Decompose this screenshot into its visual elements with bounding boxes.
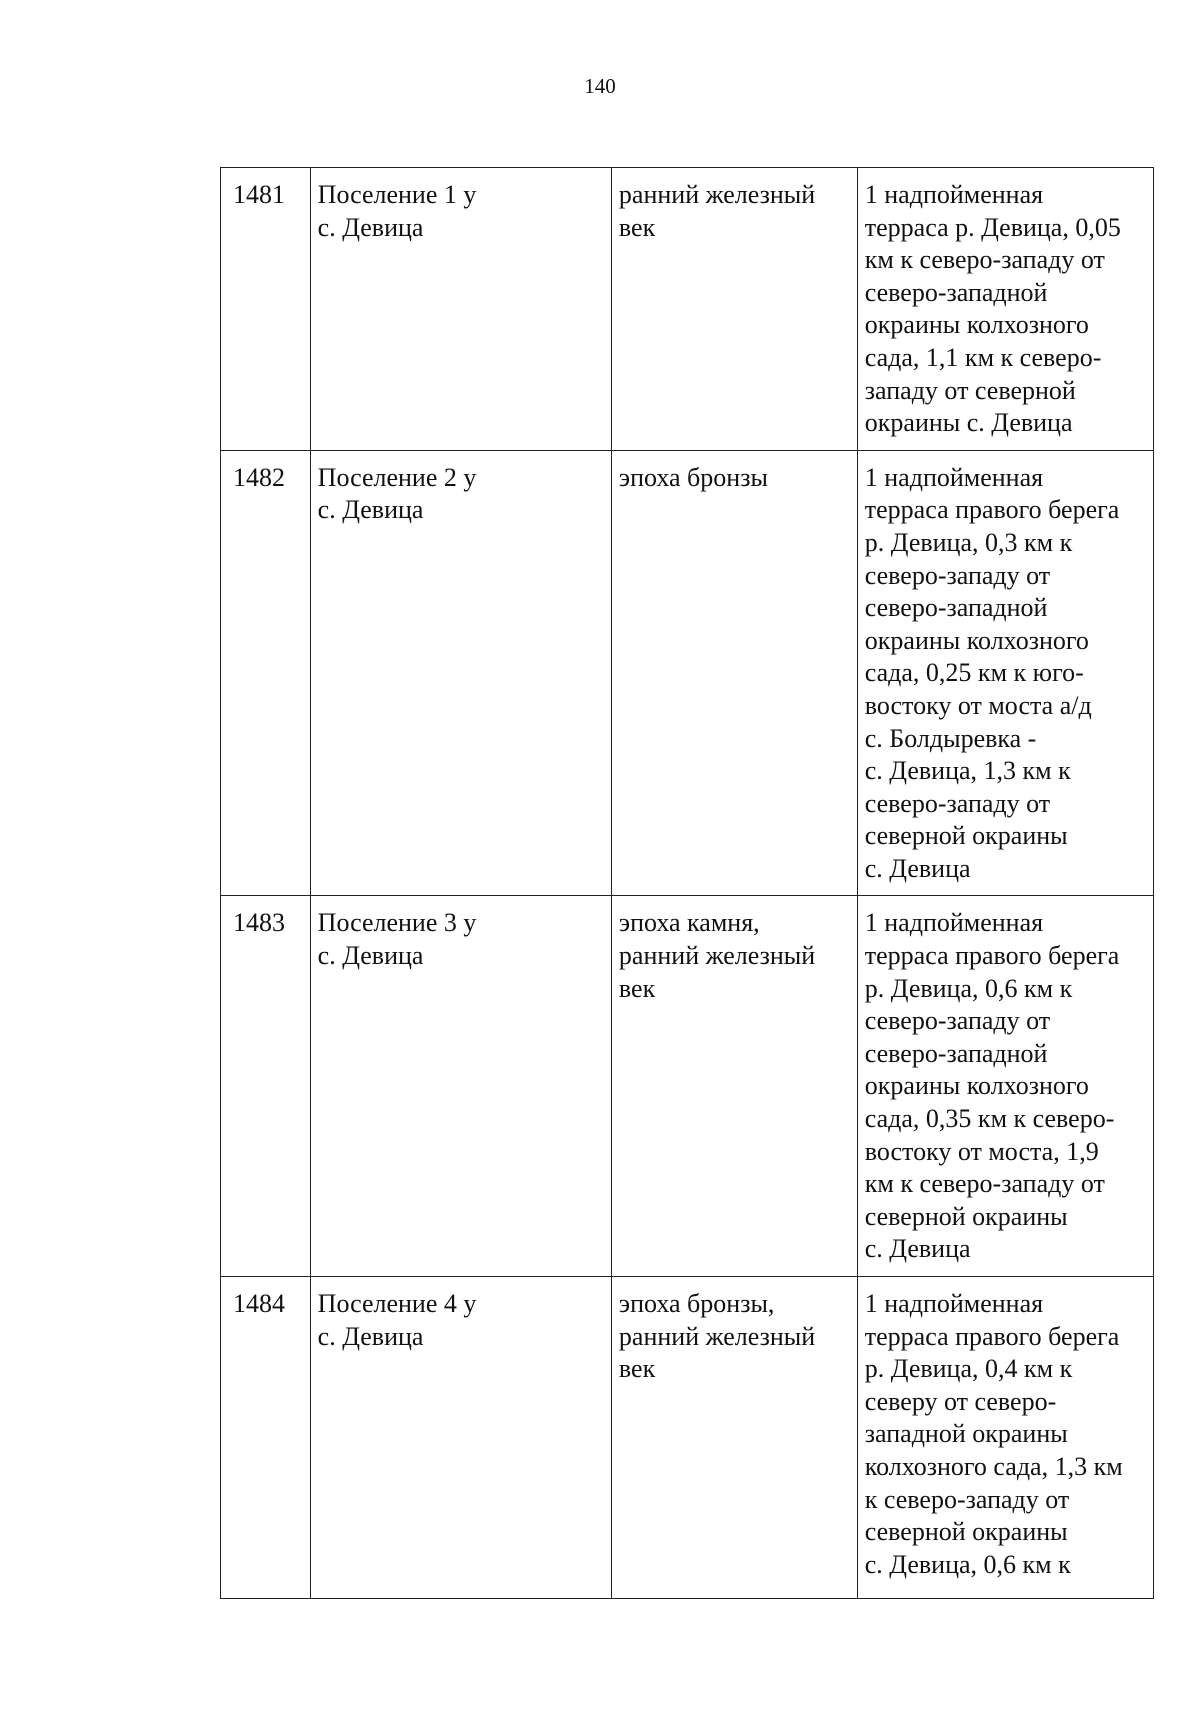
site-location-line: р. Девица, 0,4 км к [864,1354,1073,1384]
site-number: 1484 [233,1289,285,1318]
site-name-cell [310,896,611,1277]
site-name-line: с. Девица [317,495,424,525]
site-location-line: западу от северной [864,375,1076,405]
site-location-line: с. Болдыревка - [864,723,1037,753]
site-location-line: сада, 0,35 км к северо- [864,1104,1115,1134]
site-location-cell [857,168,1153,451]
site-location-line: колхозного сада, 1,3 км [864,1451,1123,1481]
site-location-line: северо-западной [864,277,1048,307]
site-location-cell [857,896,1153,1277]
site-location-line: северо-западу от [864,788,1051,818]
site-location-line: северу от северо- [864,1386,1057,1416]
site-location-line: окраины с. Девица [864,408,1073,438]
site-location-cell [857,1277,1153,1599]
site-location-line: 1 надпойменная [864,908,1044,938]
site-location-line: северной окраины [864,1517,1068,1547]
site-name-cell [310,450,611,896]
site-era-line: ранний железный [618,941,816,971]
site-location-line: западной окраины [864,1419,1068,1449]
site-name-line: Поселение 1 у [317,180,477,209]
site-location-line: р. Девица, 0,6 км к [864,973,1073,1003]
site-location-line: северо-западной [864,593,1048,623]
site-number: 1482 [233,462,285,492]
site-number-cell [221,168,311,451]
site-era-cell [611,1277,857,1599]
site-location-line: 1 надпойменная [864,1289,1044,1318]
site-location-cell [857,450,1153,896]
site-location-line: северной окраины [864,821,1068,851]
site-location-line: р. Девица, 0,3 км к [864,527,1073,557]
site-number: 1481 [233,180,285,209]
site-era-cell [611,896,857,1277]
site-location-line: окраины колхозного [864,310,1089,340]
site-name-cell [310,168,611,451]
site-number-cell [221,1277,311,1599]
site-location-line: 1 надпойменная [864,462,1044,492]
page-number: 140 [584,74,616,98]
heritage-sites-table [220,167,1154,1599]
site-location-line: северо-западу от [864,560,1051,590]
site-location-line: востоку от моста а/д [864,690,1092,720]
site-location-line: востоку от моста, 1,9 [864,1136,1099,1166]
site-location-line: терраса правого берега [864,941,1120,971]
site-location-line: северо-западу от [864,1006,1051,1036]
site-location-line: сада, 0,25 км к юго- [864,658,1084,688]
site-number-cell [221,896,311,1277]
site-era-line: ранний железный [618,1321,816,1351]
site-location-line: окраины колхозного [864,625,1089,655]
site-name-line: Поселение 4 у [317,1289,477,1318]
site-era-cell [611,168,857,451]
site-era-line: век [618,1354,656,1384]
site-era-line: век [618,973,656,1003]
site-name-line: с. Девица [317,941,424,971]
site-location-line: с. Девица, 1,3 км к [864,756,1071,786]
site-name-cell [310,1277,611,1599]
site-name-line: Поселение 3 у [317,908,477,938]
site-location-line: терраса правого берега [864,1321,1120,1351]
site-era-line: век [618,212,656,242]
site-location-line: северо-западной [864,1038,1048,1068]
table-row [221,896,1154,1277]
site-location-line: окраины колхозного [864,1071,1089,1101]
site-era-line: эпоха бронзы [618,462,768,492]
site-location-line: сада, 1,1 км к северо- [864,342,1102,372]
site-location-line: терраса правого берега [864,495,1120,525]
site-location-line: терраса р. Девица, 0,05 [864,212,1121,242]
site-location-line: км к северо-западу от [864,1169,1105,1199]
site-era-line: ранний железный [618,180,816,209]
site-era-cell [611,450,857,896]
site-name-line: Поселение 2 у [317,462,477,492]
site-name-line: с. Девица [317,1321,424,1351]
site-name-line: с. Девица [317,212,424,242]
site-location-line: с. Девица [864,853,971,883]
site-location-line: км к северо-западу от [864,245,1105,275]
site-era-line: эпоха бронзы, [618,1289,775,1318]
site-location-line: 1 надпойменная [864,180,1044,209]
site-era-line: эпоха камня, [618,908,760,938]
site-location-line: с. Девица [864,1234,971,1264]
site-number: 1483 [233,908,285,938]
site-location-line: с. Девица, 0,6 км к [864,1549,1071,1579]
table-row [221,1277,1154,1599]
table-row [221,450,1154,896]
site-location-line: к северо-западу от [864,1484,1070,1514]
site-location-line: северной окраины [864,1201,1068,1231]
site-number-cell [221,450,311,896]
table-row [221,168,1154,451]
